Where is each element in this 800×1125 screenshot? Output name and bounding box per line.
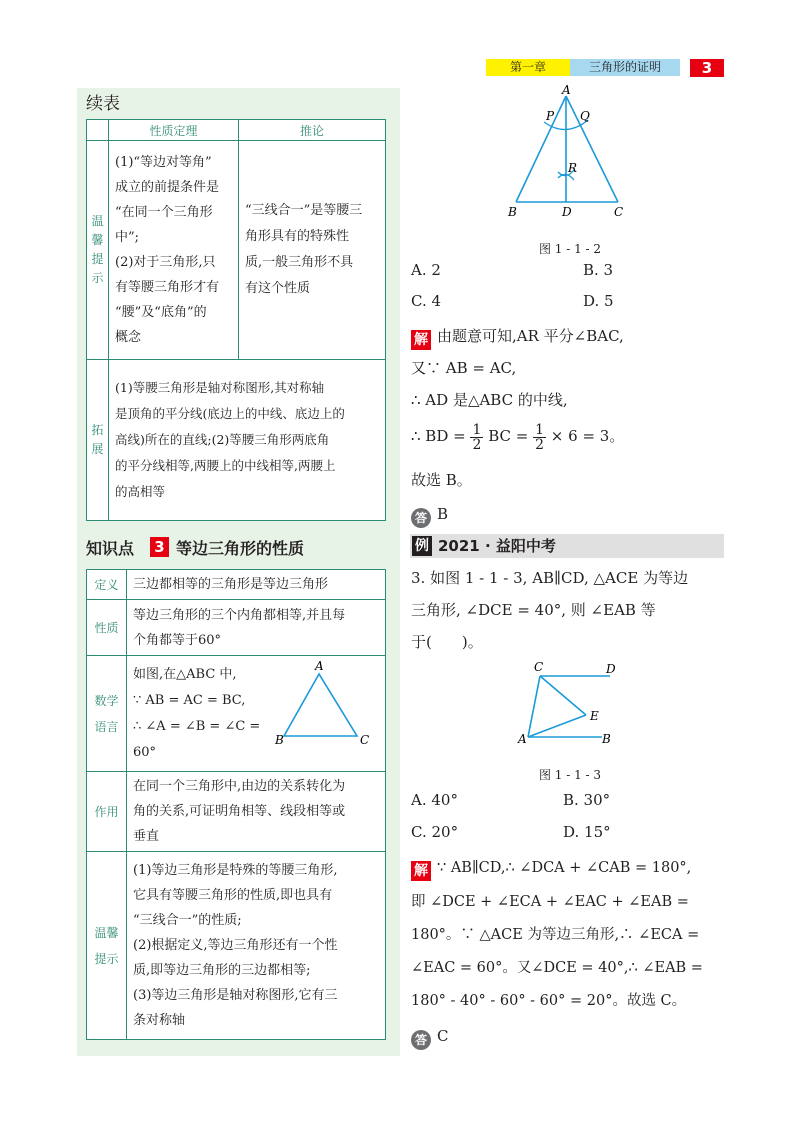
p3-solution-line-5: 180° - 40° - 60° - 60° = 20°。故选 C。 [411, 993, 687, 1009]
example-mark: 例 [412, 536, 432, 556]
vertex-c-label: C [360, 733, 370, 747]
vertex-a-label: A [315, 659, 324, 673]
text-line: 概念 [115, 330, 142, 345]
definition-cell [127, 570, 386, 600]
text-line: 个角都等于60° [133, 632, 222, 648]
page-number: 3 [690, 59, 724, 77]
line-ce [540, 676, 586, 715]
text-line: 角的关系,可证明角相等、线段相等或 [133, 804, 346, 819]
section-title: 三角形的证明 [570, 59, 680, 76]
triangle-abc [284, 674, 357, 736]
solution-line-3: ∴ AD 是△ABC 的中线, [411, 391, 568, 409]
solution-line-4 [411, 420, 624, 452]
label-d: D [562, 205, 572, 219]
property-cell [127, 600, 386, 656]
p3-option-a: A. 40° [411, 791, 458, 809]
tips-cell [127, 852, 386, 1040]
knowledge-point-number: 3 [150, 537, 169, 557]
line-ae [528, 715, 586, 737]
extension-cell [109, 360, 386, 521]
problem3-stem-line-1: 3. 如图 1 - 1 - 3, AB∥CD, △ACE 为等边 [411, 569, 689, 587]
label-e: E [590, 709, 599, 723]
solution-line-1 [411, 320, 624, 352]
text-line: “三线合一”是等腰三 [245, 203, 363, 218]
option-c: C. 4 [411, 292, 442, 310]
text-line: 60° [133, 744, 157, 760]
solution-line-5: 故选 B。 [411, 471, 472, 489]
text-line: 质,即等边三角形的三边都相等; [133, 963, 311, 978]
option-b: B. 3 [583, 261, 614, 279]
text-line: 三边都相等的三角形是等边三角形 [133, 577, 329, 592]
fraction-half [533, 423, 546, 452]
vertex-b-label: B [275, 733, 284, 747]
text-line: 等边三角形的三个内角都相等,并且每 [133, 607, 346, 623]
p3-answer-line [411, 1020, 448, 1052]
knowledge-point-title: 等边三角形的性质 [176, 539, 305, 558]
text-line: 角形具有的特殊性 [245, 229, 350, 244]
row-label-extension: 拓展 [87, 360, 109, 521]
solution-text: × 6 = 3。 [550, 427, 625, 445]
corner-cell [87, 120, 109, 141]
solution-text: ∴ BD = [411, 427, 466, 445]
figure-1-1-3 [510, 658, 630, 750]
fraction-numerator: 1 [535, 421, 545, 438]
row-label-property: 性质 [87, 600, 127, 656]
equilateral-properties-table [86, 569, 386, 1040]
p3-option-c: C. 20° [411, 823, 459, 841]
problem3-stem-line-2: 三角形, ∠DCE = 40°, 则 ∠EAB 等 [411, 601, 656, 619]
row-label-tips [87, 852, 127, 1040]
text-line: 它具有等腰三角形的性质,即也具有 [133, 888, 333, 903]
example-bar [410, 534, 724, 558]
side-ac [566, 96, 618, 202]
label-c: C [534, 660, 544, 674]
label-a: A [518, 732, 527, 746]
figure-1-1-2-caption: 图 1 - 1 - 2 [538, 242, 602, 256]
side-ab [516, 96, 566, 202]
option-d: D. 5 [583, 292, 614, 310]
text-line: (1)“等边对等角” [115, 155, 212, 170]
fraction-denominator: 2 [535, 436, 545, 453]
knowledge-point-prefix: 知识点 [86, 539, 135, 558]
answer-text: C [437, 1027, 449, 1045]
text-line: 质,一般三角形不具 [245, 255, 354, 270]
p3-option-b: B. 30° [563, 791, 611, 809]
problem3-stem-line-3: 于( )。 [411, 633, 483, 651]
text-line: (2)根据定义,等边三角形还有一个性 [133, 938, 338, 953]
equilateral-triangle-figure [277, 660, 381, 762]
label-text: 数学语言 [94, 693, 119, 734]
solution-line-2: 又∵ AB = AC, [411, 359, 517, 377]
solution-mark: 解 [411, 330, 431, 350]
fraction-denominator: 2 [472, 436, 482, 453]
figure-1-1-2 [500, 84, 640, 224]
row-label-function: 作用 [87, 772, 127, 852]
continued-table-title: 续表 [86, 94, 120, 114]
answer-mark: 答 [411, 1030, 431, 1050]
solution-text: 由题意可知,AR 平分∠BAC, [437, 327, 624, 345]
text-line: “在同一个三角形 [115, 205, 213, 220]
label-d: D [606, 662, 616, 676]
text-line: 如图,在△ABC 中, [133, 666, 237, 682]
row-label-tips: 温馨提示 [87, 141, 109, 360]
label-p: P [546, 109, 555, 123]
text-line: “腰”及“底角”的 [115, 305, 207, 320]
chapter-label: 第一章 [486, 59, 570, 76]
text-line: 在同一个三角形中,由边的关系转化为 [133, 779, 346, 794]
answer-line [411, 498, 448, 530]
p3-option-d: D. 15° [563, 823, 611, 841]
label-r: R [568, 161, 578, 175]
label-q: Q [580, 109, 590, 123]
solution-mark: 解 [411, 861, 431, 881]
text-line: “三线合一”的性质; [133, 913, 242, 928]
label-text: 温馨提示 [94, 925, 119, 966]
p3-solution-line-2: 即 ∠DCE + ∠ECA + ∠EAC + ∠EAB = [411, 894, 689, 910]
col-header-theorem: 性质定理 [109, 120, 239, 141]
line-ca [528, 676, 540, 737]
row-label-definition: 定义 [87, 570, 127, 600]
text-line: 是顶角的平分线(底边上的中线、底边上的 [115, 406, 345, 421]
text-line: ∵ AB = AC = BC, [133, 692, 246, 708]
tips-corollary-cell [239, 141, 386, 360]
text-line: 条对称轴 [133, 1013, 186, 1028]
text-line: 成立的前提条件是 [115, 180, 220, 195]
tips-theorem-cell [109, 141, 239, 360]
text-line: (2)对于三角形,只 [115, 255, 216, 270]
text-line: 有等腰三角形才有 [115, 280, 220, 295]
text-line: (1)等腰三角形是轴对称图形,其对称轴 [115, 380, 325, 395]
text-line: 有这个性质 [245, 281, 311, 296]
knowledge-point-heading [86, 534, 398, 560]
solution-text: BC = [488, 427, 529, 445]
label-b: B [602, 732, 611, 746]
continued-table [86, 119, 386, 521]
label-b: B [508, 205, 517, 219]
label-a: A [562, 83, 571, 97]
p3-solution-line-4: ∠EAC = 60°。又∠DCE = 40°,∴ ∠EAB = [411, 960, 703, 976]
function-cell [127, 772, 386, 852]
text-line: 高线)所在的直线;(2)等腰三角形两底角 [115, 432, 330, 447]
text-line: 的平分线相等,两腰上的中线相等,两腰上 [115, 458, 336, 473]
text-line: 的高相等 [115, 484, 166, 499]
text-line: 垂直 [133, 829, 160, 844]
col-header-corollary: 推论 [239, 120, 386, 141]
answer-text: B [437, 505, 449, 523]
example-source: 2021 · 益阳中考 [438, 537, 556, 555]
text-line: (1)等边三角形是特殊的等腰三角形, [133, 863, 338, 878]
p3-solution-line-3: 180°。∵ △ACE 为等边三角形,∴ ∠ECA = [411, 927, 700, 943]
fraction-half [470, 423, 483, 452]
text-line: 中”; [115, 230, 140, 245]
text-line: ∴ ∠A = ∠B = ∠C = [133, 718, 261, 734]
row-label-math-language [87, 656, 127, 772]
text-line: (3)等边三角形是轴对称图形,它有三 [133, 988, 338, 1003]
figure-1-1-3-caption: 图 1 - 1 - 3 [538, 768, 602, 782]
p3-solution-line-1 [411, 852, 691, 884]
label-c: C [614, 205, 624, 219]
solution-text: ∵ AB∥CD,∴ ∠DCA + ∠CAB = 180°, [437, 860, 692, 876]
math-language-cell [127, 656, 386, 772]
option-a: A. 2 [411, 261, 441, 279]
answer-mark: 答 [411, 508, 431, 528]
fraction-numerator: 1 [472, 421, 482, 438]
